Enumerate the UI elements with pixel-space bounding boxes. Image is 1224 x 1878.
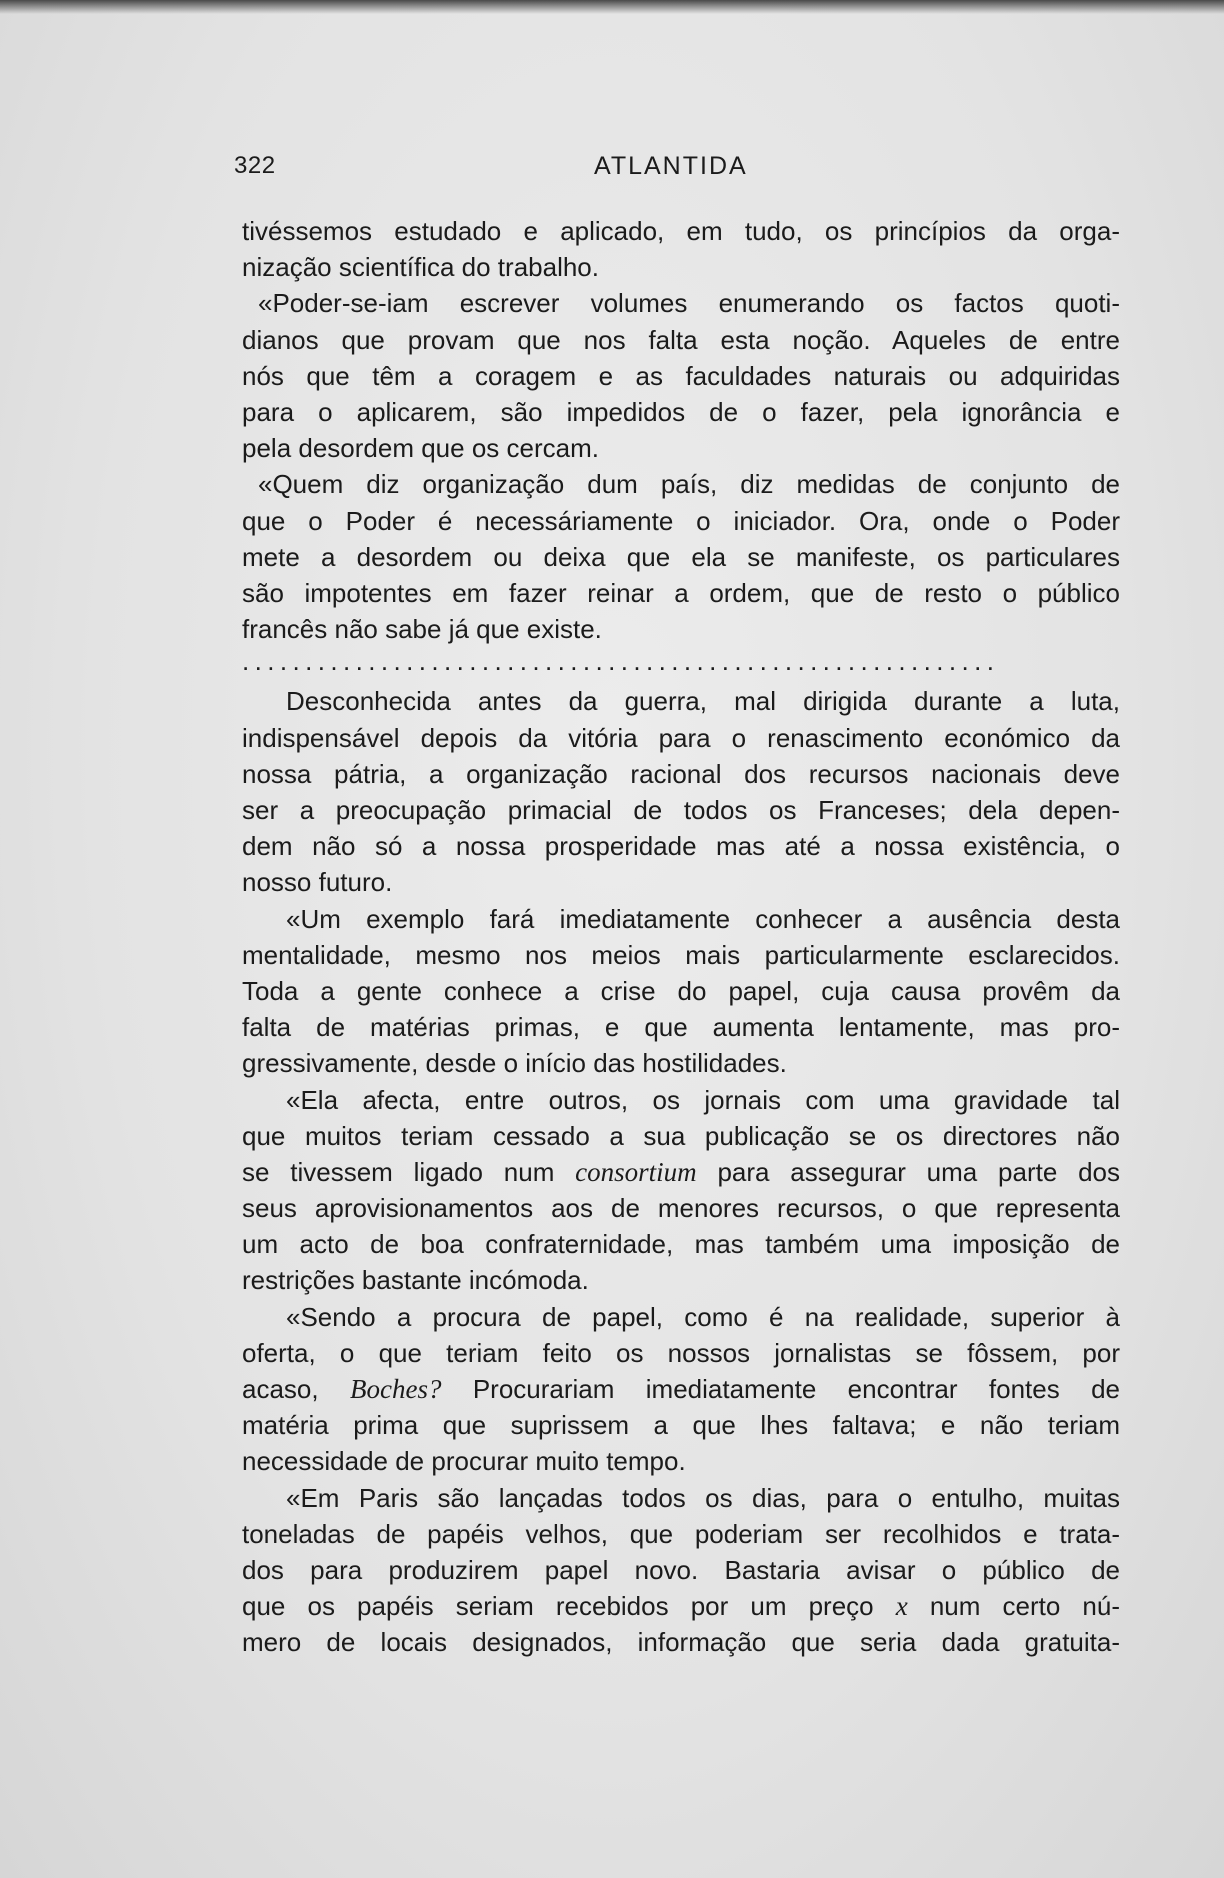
text-line: oferta, o que teriam feito os nossos jornalistas se fôssem, por (242, 1337, 1120, 1368)
text-line: mentalidade, mesmo nos meios mais particularmente esclarecidos. (242, 939, 1120, 970)
text-line: mete a desordem ou deixa que ela se manifeste, os particulares (242, 541, 1120, 572)
text-line: dem não só a nossa prosperidade mas até a nossa existência, o (242, 831, 1120, 862)
text-line: um acto de boa confraternidade, mas também uma imposição de (242, 1229, 1120, 1260)
text-line: «Em Paris são lançadas todos os dias, para o entulho, muitas (286, 1482, 1120, 1513)
text-line: que o Poder é necessáriamente o iniciador. Ora, onde o Poder (242, 505, 1120, 536)
text-line: nós que têm a coragem e as faculdades naturais ou adquiridas (242, 360, 1120, 391)
text-line: falta de matérias primas, e que aumenta lentamente, mas pro- (242, 1012, 1120, 1043)
text-line: gressivamente, desde o início das hostilidades. (242, 1048, 787, 1079)
text-line: Desconhecida antes da guerra, mal dirigida durante a luta, (286, 686, 1120, 717)
text-line: indispensável depois da vitória para o renascimento económico da (242, 722, 1120, 753)
text-line: nossa pátria, a organização racional dos recursos nacionais deve (242, 758, 1120, 789)
text-line: nização scientífica do trabalho. (242, 252, 599, 283)
page-top-edge (0, 0, 1224, 14)
text-line: «Ela afecta, entre outros, os jornais com uma gravidade tal (286, 1084, 1120, 1115)
line-segment: Procurariam imediatamente encontrar fontes de (441, 1374, 1121, 1404)
text-line: «Quem diz organização dum país, diz medidas de conjunto de (258, 469, 1120, 500)
line-segment: que os papéis seriam recebidos por um preço (242, 1591, 896, 1622)
text-line: «Poder-se-iam escrever volumes enumerando os factos quoti- (258, 288, 1120, 319)
text-line: para o aplicarem, são impedidos de o fazer, pela ignorância e (242, 396, 1120, 427)
line-segment: num certo nú- (907, 1591, 1120, 1622)
text-line: toneladas de papéis velhos, que poderiam ser recolhidos e trata- (242, 1518, 1120, 1549)
text-line (242, 1588, 1120, 1624)
italic-term: consortium (575, 1156, 697, 1187)
running-title: ATLANTIDA (594, 152, 748, 180)
text-line: tivéssemos estudado e aplicado, em tudo, os princípios da orga- (242, 216, 1120, 246)
line-segment: se tivessem ligado num (242, 1156, 576, 1187)
body-text (242, 213, 1120, 1661)
text-line: «Um exemplo fará imediatamente conhecer a ausência desta (286, 903, 1120, 934)
text-line: dos para produzirem papel novo. Bastaria avisar o público de (242, 1554, 1120, 1585)
text-line: restrições bastante incómoda. (242, 1265, 589, 1296)
page-number: 322 (234, 152, 276, 179)
text-line: dianos que provam que nos falta esta noção. Aqueles de entre (242, 324, 1120, 355)
text-line: nosso futuro. (242, 867, 393, 898)
text-line: necessidade de procurar muito tempo. (242, 1446, 686, 1477)
text-line: pela desordem que os cercam. (242, 433, 599, 464)
text-line: são impotentes em fazer reinar a ordem, que de resto o público (242, 577, 1120, 608)
text-line: mero de locais designados, informação que seria dada gratuita- (242, 1627, 1120, 1658)
line-segment: acaso, (242, 1374, 350, 1404)
text-line: francês não sabe já que existe. (242, 614, 602, 645)
text-line: que muitos teriam cessado a sua publicação se os directores não (242, 1120, 1120, 1151)
text-line: ser a preocupação primacial de todos os Franceses; dela depen- (242, 795, 1120, 825)
ellipsis-separator: ............................................................ (242, 647, 1000, 677)
text-line: matéria prima que suprissem a que lhes faltava; e não teriam (242, 1410, 1120, 1441)
italic-term: Boches? (349, 1374, 442, 1404)
text-line: Toda a gente conhece a crise do papel, cuja causa provêm da (242, 975, 1120, 1006)
line-segment: para assegurar uma parte dos (696, 1156, 1120, 1187)
text-line (242, 1154, 1120, 1190)
italic-term: x (895, 1591, 908, 1622)
page-header (234, 152, 1120, 186)
text-line (242, 1371, 1120, 1407)
text-line: seus aprovisionamentos aos de menores recursos, o que representa (242, 1193, 1120, 1224)
text-line: «Sendo a procura de papel, como é na realidade, superior à (286, 1301, 1120, 1332)
